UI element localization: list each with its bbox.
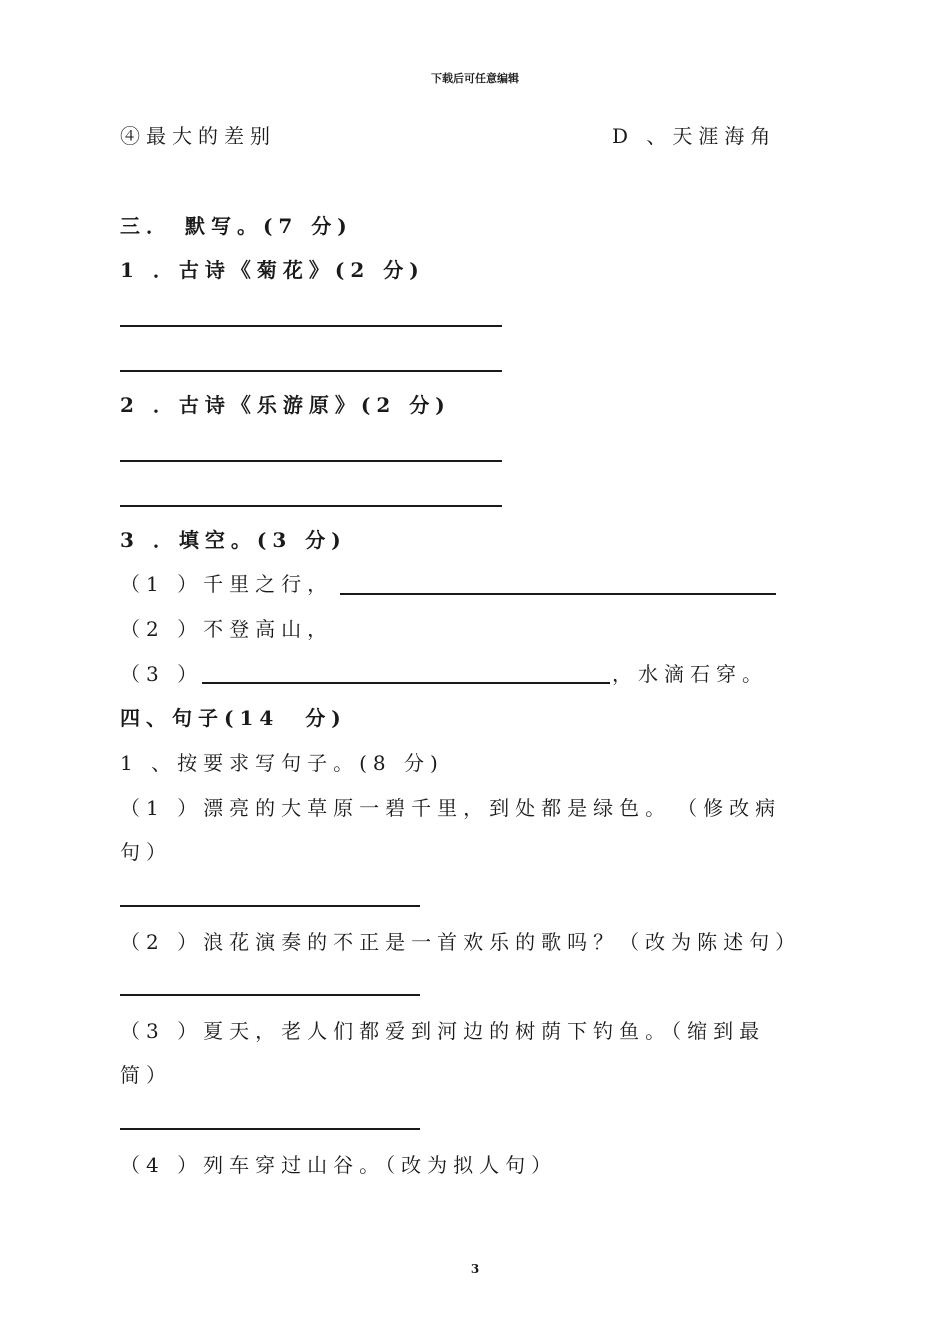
sentence-3-line-1: （3 ）夏天，老人们都爱到河边的树荫下钓鱼。（缩到最 — [120, 1019, 766, 1043]
fill-item-1: （1 ）千里之行， — [120, 572, 334, 596]
header-note: 下载后可任意编辑 — [431, 72, 519, 85]
page-number: 3 — [470, 1262, 480, 1276]
answer-line[interactable] — [120, 370, 502, 372]
match-item-right: D 、天涯海角 — [612, 124, 777, 148]
fill-item-2: （2 ）不登高山， — [120, 617, 334, 641]
question-3-title: 3 ．填空。(3 分) — [120, 528, 347, 552]
answer-line[interactable] — [120, 994, 420, 996]
answer-line[interactable] — [120, 905, 420, 907]
sentence-2: （2 ）浪花演奏的不正是一首欢乐的歌吗？（改为陈述句） — [120, 930, 802, 954]
sentence-1-line-1: （1 ）漂亮的大草原一碧千里，到处都是绿色。 （修改病 — [120, 796, 782, 820]
sentence-4: （4 ）列车穿过山谷。（改为拟人句） — [120, 1153, 558, 1177]
section-3-title: 三． 默写。(7 分) — [120, 214, 353, 238]
fill-item-3-prefix: （3 ） — [120, 662, 204, 686]
answer-line[interactable] — [120, 460, 502, 462]
question-1-title: 1 ．古诗《菊花》(2 分) — [120, 258, 425, 282]
question-4-1-title: 1 、按要求写句子。(8 分) — [120, 751, 444, 775]
question-2-title: 2 ．古诗《乐游原》(2 分) — [120, 393, 451, 417]
sentence-1-line-2: 句） — [120, 840, 172, 864]
answer-line[interactable] — [120, 1128, 420, 1130]
answer-line[interactable] — [120, 325, 502, 327]
answer-line[interactable] — [120, 505, 502, 507]
match-item-left: ④最大的差别 — [120, 124, 276, 148]
fill-blank-3[interactable] — [202, 682, 610, 684]
sentence-3-line-2: 简） — [120, 1063, 172, 1087]
section-4-title: 四、句子(14 分) — [120, 706, 347, 730]
fill-item-3-suffix: ，水滴石穿。 — [612, 662, 768, 686]
fill-blank-1[interactable] — [340, 593, 776, 595]
